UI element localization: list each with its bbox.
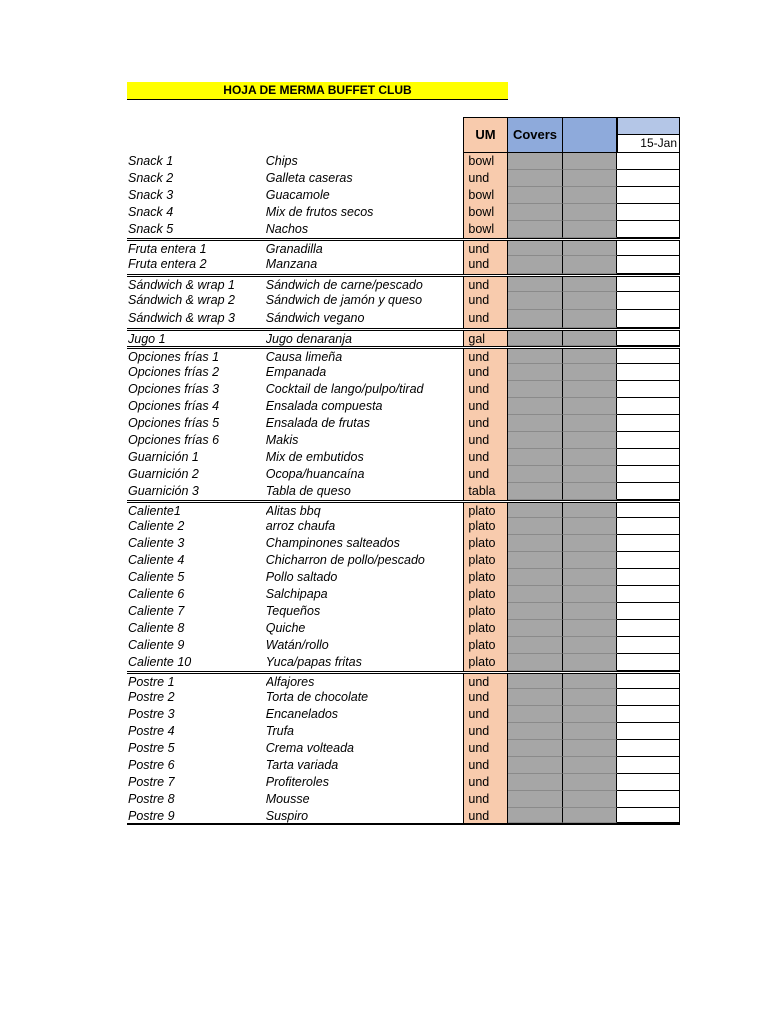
covers-input-cell[interactable] xyxy=(508,204,562,221)
date-input-cell[interactable] xyxy=(617,723,680,740)
item-name-cell: Sándwich de jamón y queso xyxy=(265,293,423,307)
covers-input-cell[interactable] xyxy=(508,503,562,518)
blue-column-cell[interactable] xyxy=(562,310,617,328)
date-input-cell[interactable] xyxy=(617,689,680,706)
blue-column-cell[interactable] xyxy=(562,740,617,757)
unit-cell: bowl xyxy=(463,221,508,238)
item-name-cell: Mousse xyxy=(265,792,310,806)
date-input-cell[interactable] xyxy=(617,791,680,808)
item-code-cell: Guarnición 1 xyxy=(128,450,199,464)
date-input-cell[interactable] xyxy=(617,620,680,637)
item-name-cell: Ocopa/huancaína xyxy=(265,467,365,481)
date-input-cell[interactable] xyxy=(617,204,680,221)
unit-cell: bowl xyxy=(463,153,508,170)
date-input-cell[interactable] xyxy=(617,381,680,398)
item-code-cell: Opciones frías 6 xyxy=(128,433,220,447)
blue-column-cell[interactable] xyxy=(562,637,617,654)
date-input-cell[interactable] xyxy=(617,518,680,535)
covers-input-cell[interactable] xyxy=(508,221,562,238)
unit-cell: plato xyxy=(463,535,508,552)
covers-input-cell[interactable] xyxy=(508,466,562,483)
table-row xyxy=(127,791,680,808)
table-row xyxy=(127,221,680,238)
item-code-cell: Postre 5 xyxy=(128,741,175,755)
date-input-cell[interactable] xyxy=(617,415,680,432)
item-name-cell: Alitas bbq xyxy=(265,504,321,518)
item-name-cell: Jugo denaranja xyxy=(265,332,352,346)
blue-column-cell[interactable] xyxy=(562,654,617,671)
table-row xyxy=(127,238,680,256)
blue-column-cell[interactable] xyxy=(562,187,617,204)
table-row xyxy=(127,170,680,187)
unit-cell: und xyxy=(463,415,508,432)
date-input-cell[interactable] xyxy=(617,774,680,791)
table-row xyxy=(127,328,680,346)
item-code-cell: Snack 4 xyxy=(128,205,174,219)
covers-input-cell[interactable] xyxy=(508,449,562,466)
date-input-cell[interactable] xyxy=(617,398,680,415)
blue-column-cell[interactable] xyxy=(562,449,617,466)
item-code-cell: Jugo 1 xyxy=(128,332,166,346)
item-name-cell: Mix de frutos secos xyxy=(265,205,374,219)
covers-input-cell[interactable] xyxy=(508,689,562,706)
item-code-cell: Snack 2 xyxy=(128,171,174,185)
date-input-cell[interactable] xyxy=(617,170,680,187)
covers-input-cell[interactable] xyxy=(508,187,562,204)
item-name-cell: Suspiro xyxy=(265,809,309,823)
item-name-cell: Profiteroles xyxy=(265,775,329,789)
date-input-cell[interactable] xyxy=(617,364,680,381)
blue-column-cell[interactable] xyxy=(562,723,617,740)
table-row xyxy=(127,740,680,757)
blue-column-cell[interactable] xyxy=(562,349,617,364)
date-input-cell[interactable] xyxy=(617,449,680,466)
unit-cell: und xyxy=(463,432,508,449)
item-name-cell: Galleta caseras xyxy=(265,171,353,185)
date-input-cell[interactable] xyxy=(617,310,680,328)
unit-cell: und xyxy=(463,449,508,466)
item-code-cell: Snack 5 xyxy=(128,222,174,236)
blue-column-cell[interactable] xyxy=(562,569,617,586)
covers-input-cell[interactable] xyxy=(508,808,562,823)
date-input-cell[interactable] xyxy=(617,637,680,654)
item-code-cell: Opciones frías 5 xyxy=(128,416,220,430)
table-row xyxy=(127,449,680,466)
blue-column-cell[interactable] xyxy=(562,706,617,723)
blue-column-cell[interactable] xyxy=(562,256,617,274)
covers-input-cell[interactable] xyxy=(508,586,562,603)
item-name-cell: Watán/rollo xyxy=(265,638,329,652)
table-row xyxy=(127,774,680,791)
blue-column-cell[interactable] xyxy=(562,277,617,292)
unit-cell: und xyxy=(463,292,508,310)
date-input-cell[interactable] xyxy=(617,187,680,204)
blue-column-cell[interactable] xyxy=(562,204,617,221)
blue-column-cell[interactable] xyxy=(562,221,617,238)
item-code-cell: Caliente 3 xyxy=(128,536,185,550)
item-name-cell: Sándwich vegano xyxy=(265,311,365,325)
item-name-cell: Chips xyxy=(265,154,298,168)
covers-input-cell[interactable] xyxy=(508,277,562,292)
unit-cell: und xyxy=(463,723,508,740)
table-row xyxy=(127,483,680,500)
blue-column-cell[interactable] xyxy=(562,689,617,706)
unit-cell: und xyxy=(463,689,508,706)
date-input-cell[interactable] xyxy=(617,277,680,292)
item-code-cell: Sándwich & wrap 1 xyxy=(128,278,236,292)
table-row xyxy=(127,552,680,569)
covers-input-cell[interactable] xyxy=(508,674,562,689)
unit-cell: und xyxy=(463,170,508,187)
covers-input-cell[interactable] xyxy=(508,364,562,381)
covers-input-cell[interactable] xyxy=(508,153,562,170)
date-header: 15-Jan xyxy=(617,135,680,153)
date-input-cell[interactable] xyxy=(617,603,680,620)
item-code-cell: Fruta entera 2 xyxy=(128,257,207,271)
covers-input-cell[interactable] xyxy=(508,518,562,535)
unit-cell: plato xyxy=(463,637,508,654)
covers-header: Covers xyxy=(508,117,562,153)
item-name-cell: Ensalada de frutas xyxy=(265,416,370,430)
date-input-cell[interactable] xyxy=(617,241,680,256)
blue-column-cell[interactable] xyxy=(562,381,617,398)
unit-cell: und xyxy=(463,364,508,381)
item-name-cell: Mix de embutidos xyxy=(265,450,364,464)
table-row xyxy=(127,808,680,825)
table-row xyxy=(127,706,680,723)
blue-column-cell[interactable] xyxy=(562,483,617,500)
item-code-cell: Caliente 2 xyxy=(128,519,185,533)
item-code-cell: Opciones frías 1 xyxy=(128,350,220,364)
unit-cell: plato xyxy=(463,552,508,569)
unit-cell: und xyxy=(463,310,508,328)
date-input-cell[interactable] xyxy=(617,466,680,483)
blue-column-cell[interactable] xyxy=(562,466,617,483)
item-name-cell: Alfajores xyxy=(265,675,315,689)
blue-column-cell[interactable] xyxy=(562,518,617,535)
table-row xyxy=(127,310,680,328)
item-code-cell: Guarnición 3 xyxy=(128,484,199,498)
item-name-cell: Nachos xyxy=(265,222,309,236)
item-code-cell: Opciones frías 3 xyxy=(128,382,220,396)
unit-cell: und xyxy=(463,706,508,723)
unit-cell: und xyxy=(463,740,508,757)
table-row xyxy=(127,500,680,518)
covers-input-cell[interactable] xyxy=(508,603,562,620)
item-code-cell: Caliente 10 xyxy=(128,655,192,669)
covers-input-cell[interactable] xyxy=(508,535,562,552)
item-code-cell: Caliente 7 xyxy=(128,604,185,618)
date-input-cell[interactable] xyxy=(617,221,680,238)
date-input-cell[interactable] xyxy=(617,432,680,449)
unit-cell: plato xyxy=(463,586,508,603)
covers-input-cell[interactable] xyxy=(508,256,562,274)
covers-input-cell[interactable] xyxy=(508,292,562,310)
table-row xyxy=(127,603,680,620)
blue-column-cell[interactable] xyxy=(562,774,617,791)
covers-input-cell[interactable] xyxy=(508,620,562,637)
blue-column-cell[interactable] xyxy=(562,808,617,823)
covers-input-cell[interactable] xyxy=(508,432,562,449)
table-row xyxy=(127,415,680,432)
table-row xyxy=(127,569,680,586)
waste-table xyxy=(127,153,680,825)
date-input-cell[interactable] xyxy=(617,808,680,823)
item-name-cell: arroz chaufa xyxy=(265,519,336,533)
covers-input-cell[interactable] xyxy=(508,569,562,586)
table-row xyxy=(127,654,680,671)
item-name-cell: Tarta variada xyxy=(265,758,339,772)
covers-input-cell[interactable] xyxy=(508,381,562,398)
item-name-cell: Chicharron de pollo/pescado xyxy=(265,553,425,567)
item-name-cell: Sándwich de carne/pescado xyxy=(265,278,423,292)
item-code-cell: Fruta entera 1 xyxy=(128,242,207,256)
blue-column-cell[interactable] xyxy=(562,757,617,774)
date-input-cell[interactable] xyxy=(617,654,680,671)
sheet-title: HOJA DE MERMA BUFFET CLUB xyxy=(127,82,508,100)
item-code-cell: Guarnición 2 xyxy=(128,467,199,481)
item-name-cell: Granadilla xyxy=(265,242,323,256)
blue-column-cell[interactable] xyxy=(562,331,617,346)
date-input-cell[interactable] xyxy=(617,535,680,552)
unit-cell: plato xyxy=(463,518,508,535)
date-input-cell[interactable] xyxy=(617,331,680,346)
covers-input-cell[interactable] xyxy=(508,331,562,346)
unit-cell: und xyxy=(463,277,508,292)
table-row xyxy=(127,518,680,535)
item-name-cell: Pollo saltado xyxy=(265,570,338,584)
blue-column-cell[interactable] xyxy=(562,292,617,310)
item-name-cell: Salchipapa xyxy=(265,587,328,601)
blue-column-cell[interactable] xyxy=(562,170,617,187)
table-row xyxy=(127,274,680,292)
covers-input-cell[interactable] xyxy=(508,552,562,569)
date-input-cell[interactable] xyxy=(617,292,680,310)
table-row xyxy=(127,187,680,204)
item-code-cell: Sándwich & wrap 3 xyxy=(128,311,236,325)
unit-cell: gal xyxy=(463,331,508,346)
table-row xyxy=(127,398,680,415)
item-code-cell: Postre 6 xyxy=(128,758,175,772)
date-input-cell[interactable] xyxy=(617,757,680,774)
table-row xyxy=(127,723,680,740)
item-name-cell: Manzana xyxy=(265,257,318,271)
blue-header-cell xyxy=(562,117,617,153)
table-row xyxy=(127,381,680,398)
covers-input-cell[interactable] xyxy=(508,740,562,757)
item-code-cell: Postre 2 xyxy=(128,690,175,704)
unit-cell: und xyxy=(463,674,508,689)
item-code-cell: Opciones frías 4 xyxy=(128,399,220,413)
table-row xyxy=(127,432,680,449)
item-name-cell: Makis xyxy=(265,433,299,447)
blue-column-cell[interactable] xyxy=(562,432,617,449)
date-input-cell[interactable] xyxy=(617,586,680,603)
covers-input-cell[interactable] xyxy=(508,415,562,432)
unit-cell: und xyxy=(463,241,508,256)
covers-input-cell[interactable] xyxy=(508,349,562,364)
unit-cell: plato xyxy=(463,603,508,620)
item-code-cell: Postre 8 xyxy=(128,792,175,806)
item-name-cell: Ensalada compuesta xyxy=(265,399,383,413)
item-code-cell: Caliente 5 xyxy=(128,570,185,584)
unit-cell: und xyxy=(463,349,508,364)
item-code-cell: Opciones frías 2 xyxy=(128,365,220,379)
covers-input-cell[interactable] xyxy=(508,757,562,774)
date-header-top-cell xyxy=(617,117,680,135)
item-code-cell: Postre 9 xyxy=(128,809,175,823)
unit-cell: und xyxy=(463,466,508,483)
blue-column-cell[interactable] xyxy=(562,364,617,381)
item-code-cell: Caliente 4 xyxy=(128,553,185,567)
item-code-cell: Snack 1 xyxy=(128,154,174,168)
unit-cell: plato xyxy=(463,503,508,518)
item-name-cell: Causa limeña xyxy=(265,350,343,364)
blue-column-cell[interactable] xyxy=(562,674,617,689)
item-name-cell: Quiche xyxy=(265,621,306,635)
item-code-cell: Caliente 8 xyxy=(128,621,185,635)
blue-column-cell[interactable] xyxy=(562,398,617,415)
table-row xyxy=(127,346,680,364)
blue-column-cell[interactable] xyxy=(562,586,617,603)
blue-column-cell[interactable] xyxy=(562,552,617,569)
table-row xyxy=(127,292,680,310)
table-row xyxy=(127,364,680,381)
covers-input-cell[interactable] xyxy=(508,398,562,415)
table-row xyxy=(127,256,680,274)
unit-cell: und xyxy=(463,256,508,274)
item-code-cell: Caliente1 xyxy=(128,504,181,518)
unit-cell: plato xyxy=(463,569,508,586)
item-code-cell: Postre 3 xyxy=(128,707,175,721)
item-code-cell: Caliente 9 xyxy=(128,638,185,652)
table-row xyxy=(127,689,680,706)
unit-cell: plato xyxy=(463,654,508,671)
date-input-cell[interactable] xyxy=(617,483,680,500)
item-name-cell: Tequeños xyxy=(265,604,321,618)
date-input-cell[interactable] xyxy=(617,740,680,757)
item-code-cell: Postre 1 xyxy=(128,675,175,689)
blue-column-cell[interactable] xyxy=(562,791,617,808)
covers-input-cell[interactable] xyxy=(508,483,562,500)
item-name-cell: Trufa xyxy=(265,724,294,738)
covers-input-cell[interactable] xyxy=(508,706,562,723)
unit-cell: und xyxy=(463,808,508,823)
covers-input-cell[interactable] xyxy=(508,310,562,328)
table-row xyxy=(127,671,680,689)
date-input-cell[interactable] xyxy=(617,503,680,518)
table-row xyxy=(127,637,680,654)
table-row xyxy=(127,757,680,774)
unit-cell: plato xyxy=(463,620,508,637)
unit-cell: und xyxy=(463,757,508,774)
covers-input-cell[interactable] xyxy=(508,774,562,791)
unit-cell: und xyxy=(463,791,508,808)
date-input-cell[interactable] xyxy=(617,256,680,274)
table-row xyxy=(127,620,680,637)
item-name-cell: Empanada xyxy=(265,365,327,379)
unit-cell: und xyxy=(463,398,508,415)
unit-cell: und xyxy=(463,774,508,791)
covers-input-cell[interactable] xyxy=(508,791,562,808)
blue-column-cell[interactable] xyxy=(562,415,617,432)
item-name-cell: Crema volteada xyxy=(265,741,354,755)
item-code-cell: Snack 3 xyxy=(128,188,174,202)
item-code-cell: Sándwich & wrap 2 xyxy=(128,293,236,307)
item-name-cell: Encanelados xyxy=(265,707,339,721)
unit-cell: bowl xyxy=(463,187,508,204)
um-header: UM xyxy=(463,117,508,153)
date-input-cell[interactable] xyxy=(617,569,680,586)
unit-cell: tabla xyxy=(463,483,508,500)
date-input-cell[interactable] xyxy=(617,674,680,689)
blue-column-cell[interactable] xyxy=(562,241,617,256)
item-code-cell: Postre 4 xyxy=(128,724,175,738)
date-input-cell[interactable] xyxy=(617,153,680,170)
covers-input-cell[interactable] xyxy=(508,637,562,654)
blue-column-cell[interactable] xyxy=(562,503,617,518)
covers-input-cell[interactable] xyxy=(508,654,562,671)
table-row xyxy=(127,204,680,221)
item-name-cell: Yuca/papas fritas xyxy=(265,655,362,669)
date-input-cell[interactable] xyxy=(617,552,680,569)
item-name-cell: Tabla de queso xyxy=(265,484,351,498)
unit-cell: und xyxy=(463,381,508,398)
item-code-cell: Caliente 6 xyxy=(128,587,185,601)
table-row xyxy=(127,586,680,603)
item-name-cell: Guacamole xyxy=(265,188,330,202)
item-code-cell: Postre 7 xyxy=(128,775,175,789)
unit-cell: bowl xyxy=(463,204,508,221)
blue-column-cell[interactable] xyxy=(562,603,617,620)
blue-column-cell[interactable] xyxy=(562,535,617,552)
covers-input-cell[interactable] xyxy=(508,723,562,740)
covers-input-cell[interactable] xyxy=(508,241,562,256)
date-input-cell[interactable] xyxy=(617,349,680,364)
item-name-cell: Champinones salteados xyxy=(265,536,400,550)
item-name-cell: Cocktail de lango/pulpo/tirad xyxy=(265,382,424,396)
blue-column-cell[interactable] xyxy=(562,620,617,637)
table-row xyxy=(127,466,680,483)
table-row xyxy=(127,153,680,170)
covers-input-cell[interactable] xyxy=(508,170,562,187)
table-row xyxy=(127,535,680,552)
blue-column-cell[interactable] xyxy=(562,153,617,170)
date-input-cell[interactable] xyxy=(617,706,680,723)
item-name-cell: Torta de chocolate xyxy=(265,690,369,704)
